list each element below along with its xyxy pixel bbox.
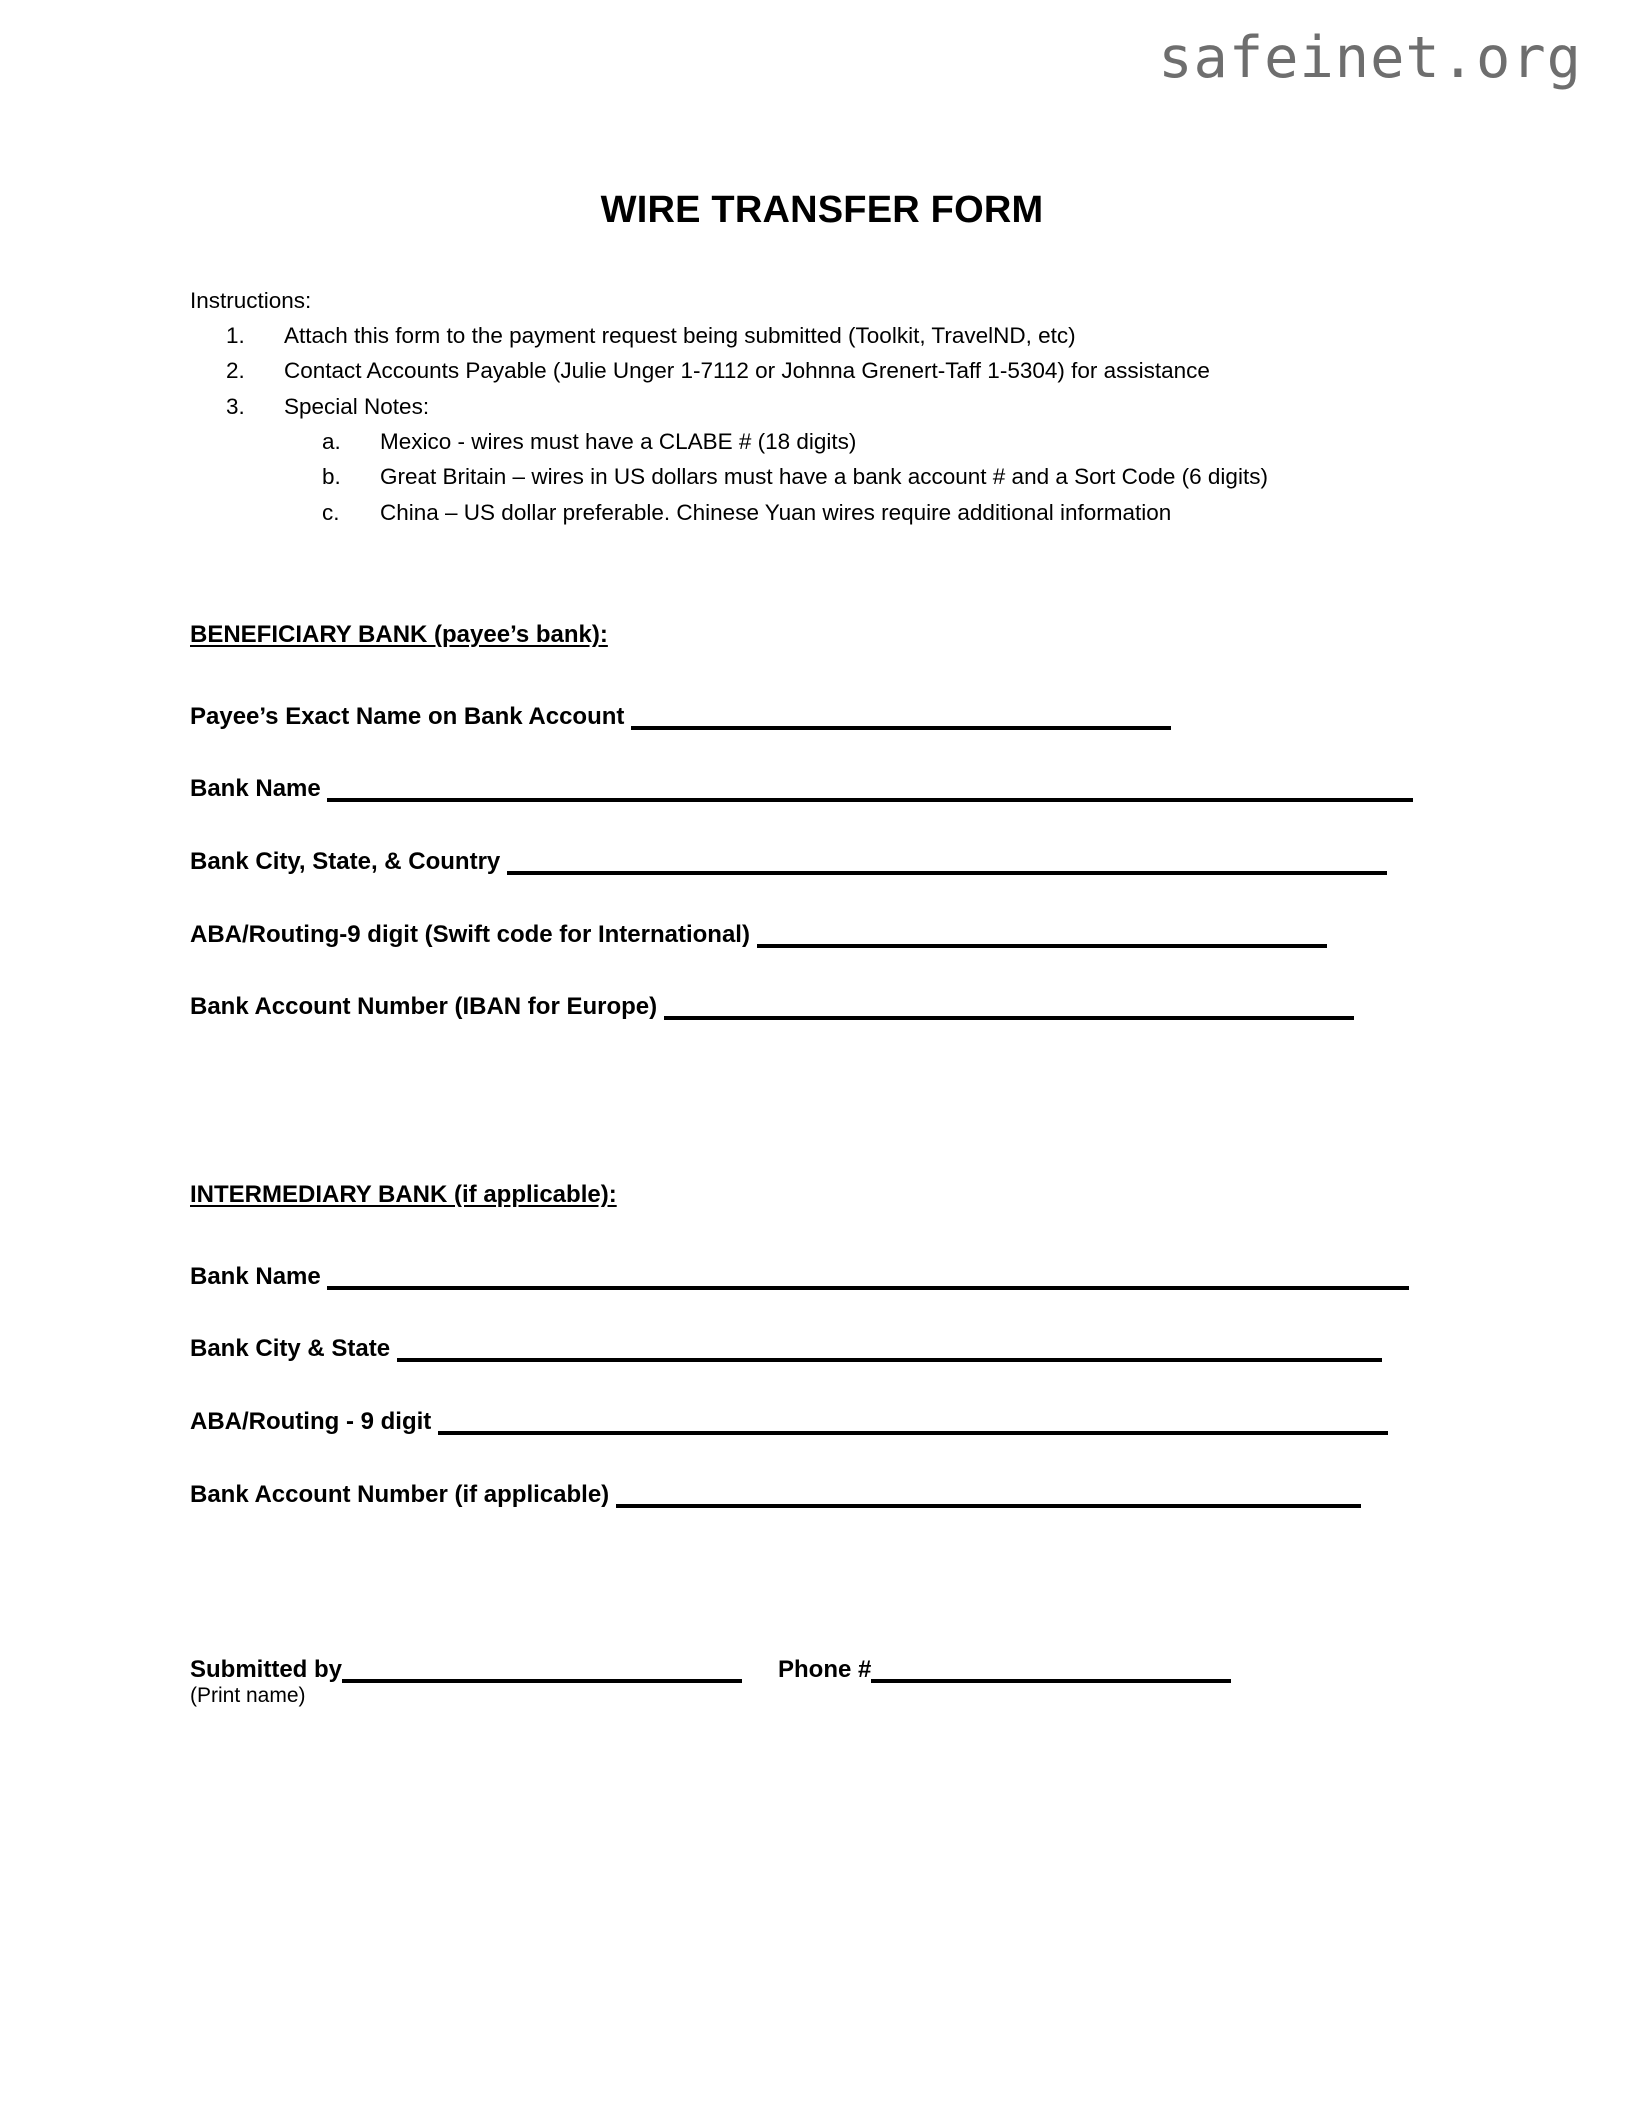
- list-marker: 2.: [226, 358, 245, 384]
- list-item: [190, 390, 1454, 529]
- phone-input[interactable]: [871, 1679, 1231, 1683]
- list-item: [190, 354, 1454, 387]
- field-intermediary-bank-account-number: [190, 1481, 1454, 1509]
- phone-label: Phone #: [778, 1656, 872, 1684]
- intermediary-bank-account-number-input[interactable]: [616, 1504, 1361, 1508]
- field-label: Bank Account Number (IBAN for Europe): [190, 993, 658, 1021]
- field-intermediary-bank-city-state: [190, 1335, 1454, 1363]
- intermediary-bank-heading: INTERMEDIARY BANK (if applicable):: [190, 1180, 617, 1208]
- list-marker: 3.: [226, 393, 245, 419]
- list-marker: c.: [322, 499, 340, 525]
- intermediary-bank-name-input[interactable]: [327, 1286, 1409, 1290]
- list-marker: 1.: [226, 323, 245, 349]
- intermediary-bank-section: [190, 1181, 1454, 1508]
- submitted-by-label: Submitted by: [190, 1656, 343, 1684]
- intermediary-bank-city-state-input[interactable]: [397, 1358, 1382, 1362]
- list-item-text: Contact Accounts Payable (Julie Unger 1-7112 or Johnna Grenert-Taff 1-5304) for assistance: [284, 358, 1210, 384]
- list-item-text: Mexico - wires must have a CLABE # (18 digits): [380, 428, 857, 454]
- list-item: [284, 496, 1454, 529]
- instructions-heading: Instructions:: [190, 287, 312, 313]
- print-name-note: (Print name): [190, 1683, 306, 1707]
- field-payee-exact-name: [190, 703, 1454, 731]
- document-content: [190, 0, 1454, 1708]
- bank-name-input[interactable]: [327, 798, 1413, 802]
- bank-city-state-country-input[interactable]: [507, 871, 1387, 875]
- bank-account-number-iban-input[interactable]: [664, 1016, 1354, 1020]
- list-item-text: Attach this form to the payment request being submitted (Toolkit, TravelND, etc): [284, 323, 1076, 349]
- list-item-text: Great Britain – wires in US dollars must have a bank account # and a Sort Code (6 digits): [380, 464, 1268, 490]
- list-item-text: Special Notes:: [284, 393, 430, 419]
- list-marker: a.: [322, 428, 341, 454]
- field-bank-account-number-iban: [190, 993, 1454, 1021]
- submission-section: [190, 1656, 1454, 1708]
- submitted-by-input[interactable]: [342, 1679, 742, 1683]
- payee-exact-name-input[interactable]: [631, 726, 1171, 730]
- page-title: WIRE TRANSFER FORM: [600, 189, 1044, 231]
- list-item-text: China – US dollar preferable. Chinese Yuan wires require additional information: [380, 499, 1172, 525]
- list-item: [284, 425, 1454, 458]
- list-marker: b.: [322, 464, 341, 490]
- field-label: Payee’s Exact Name on Bank Account: [190, 702, 625, 730]
- list-item: [284, 460, 1454, 493]
- field-bank-city-state-country: [190, 848, 1454, 876]
- field-label: Bank City & State: [190, 1335, 391, 1363]
- field-label: Bank City, State, & Country: [190, 848, 501, 876]
- field-label: ABA/Routing-9 digit (Swift code for International): [190, 920, 750, 948]
- beneficiary-bank-heading: BENEFICIARY BANK (payee’s bank):: [190, 620, 608, 648]
- beneficiary-bank-section: [190, 621, 1454, 1021]
- list-item: [190, 319, 1454, 352]
- field-intermediary-aba-routing: [190, 1408, 1454, 1436]
- site-watermark: safeinet.org: [1158, 25, 1582, 91]
- intermediary-aba-routing-input[interactable]: [438, 1431, 1388, 1435]
- aba-routing-swift-input[interactable]: [757, 944, 1327, 948]
- field-label: Bank Name: [190, 1262, 321, 1290]
- field-label: Bank Account Number (if applicable): [190, 1480, 610, 1508]
- field-bank-name: [190, 775, 1454, 803]
- field-label: Bank Name: [190, 775, 321, 803]
- field-aba-routing-swift: [190, 921, 1454, 949]
- submitted-by-row: [190, 1656, 1454, 1684]
- special-notes-list: [284, 425, 1454, 529]
- instructions-block: [190, 284, 1454, 529]
- field-intermediary-bank-name: [190, 1263, 1454, 1291]
- instructions-list: [190, 319, 1454, 529]
- field-label: ABA/Routing - 9 digit: [190, 1408, 432, 1436]
